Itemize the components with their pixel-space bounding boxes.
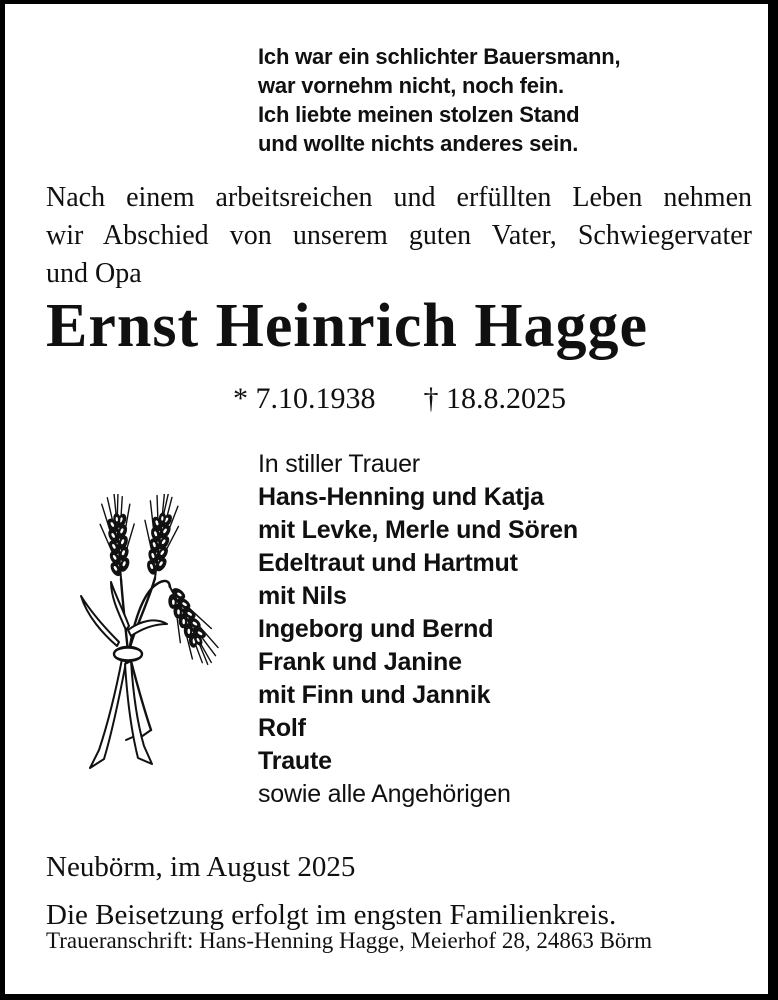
mourners-block [258,448,578,811]
birth-date: * 7.10.1938 [233,382,376,415]
mourner-line: Rolf [258,714,306,742]
wheat-icon [71,494,221,774]
deceased-name: Ernst Heinrich Hagge [46,292,649,360]
farewell-line: wir Abschied von unserem guten Vater, Schwiegervater [46,220,752,251]
verse-line: Ich war ein schlichter Bauersmann, [258,44,621,69]
mourner-line: Frank und Janine [258,648,462,676]
verse-line: Ich liebte meinen stolzen Stand [258,102,580,127]
mourner-line: mit Finn und Jannik [258,681,491,709]
mourner-line: Edeltraut und Hartmut [258,549,518,577]
life-dates [233,380,566,418]
mourner-line: mit Nils [258,582,347,610]
wheat-ear [98,494,138,582]
death-date: † 18.8.2025 [423,382,566,415]
mourner-line: mit Levke, Merle und Sören [258,516,578,544]
mourners-suffix: sowie alle Angehörigen [258,780,511,808]
funeral-note: Die Beisetzung erfolgt im engsten Familienkreis. [46,899,617,931]
place-and-date: Neubörm, im August 2025 [46,851,356,883]
memorial-verse [258,42,620,158]
mourner-line: Ingeborg und Bernd [258,615,494,643]
wheat-ear [138,494,182,582]
farewell-text [46,179,752,293]
wheat-leaves [81,582,167,646]
verse-line: war vornehm nicht, noch fein. [258,73,564,98]
farewell-line: Nach einem arbeitsreichen und erfüllten Leben nehmen [46,182,752,213]
mourning-intro: In stiller Trauer [258,450,420,478]
mourner-line: Hans-Henning und Katja [258,483,544,511]
farewell-line: und Opa [46,258,142,289]
mourner-line: Traute [258,747,332,775]
mourning-address: Traueranschrift: Hans-Henning Hagge, Meierhof 28, 24863 Börm [46,928,652,953]
verse-line: und wollte nichts anderes sein. [258,131,579,156]
